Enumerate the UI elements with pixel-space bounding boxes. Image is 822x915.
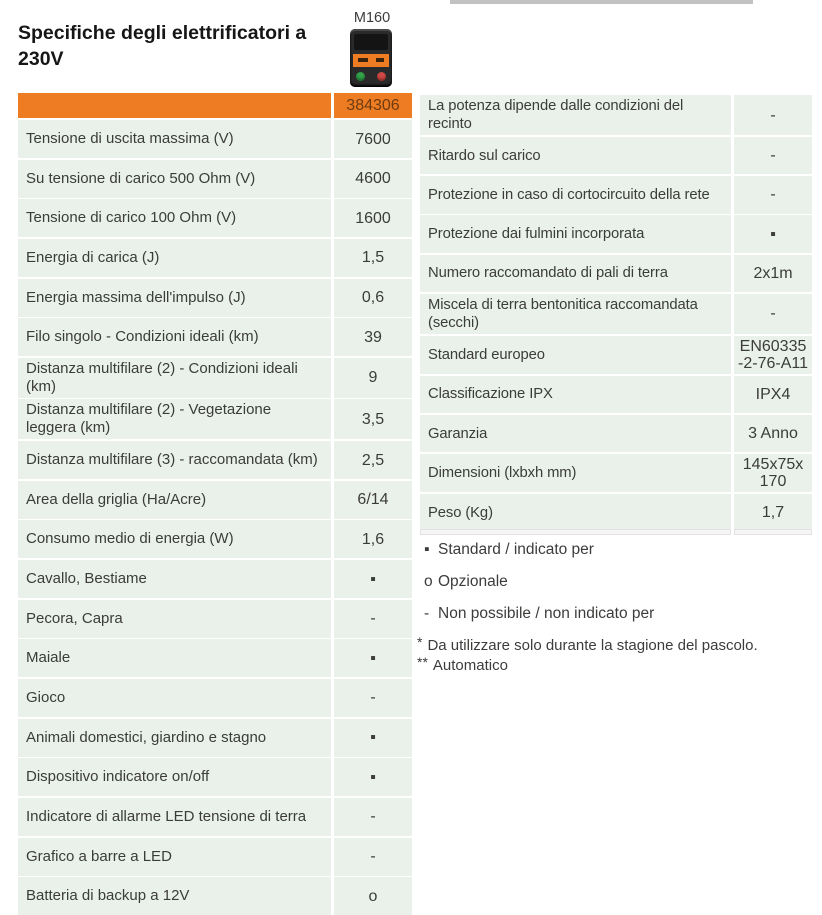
table-row: [420, 376, 812, 414]
row-label: Dispositivo indicatore on/off: [18, 758, 331, 796]
row-value: ▪: [334, 719, 412, 757]
row-label: Ritardo sul carico: [420, 137, 731, 175]
table-header-row: [18, 93, 412, 118]
page-title: Specifiche degli elettrificatori a 230V: [18, 22, 307, 70]
row-value: -: [334, 600, 412, 638]
legend-text: Opzionale: [438, 573, 508, 590]
device-band-dash: [358, 58, 368, 62]
row-label: Energia massima dell'impulso (J): [18, 279, 331, 317]
row-value: 2x1m: [734, 255, 812, 293]
row-label: Animali domestici, giardino e stagno: [18, 719, 331, 757]
row-value: -: [734, 176, 812, 214]
row-value: -: [334, 679, 412, 717]
legend-item: [417, 604, 817, 623]
row-label: Gioco: [18, 679, 331, 717]
row-label: Distanza multifilare (2) - Condizioni ideali (km): [18, 358, 331, 398]
row-value: 0,6: [334, 279, 412, 317]
model-label: M160: [353, 10, 391, 26]
table-row: [18, 877, 412, 915]
row-label: Tensione di carico 100 Ohm (V): [18, 199, 331, 237]
table-row: [18, 758, 412, 796]
table-row: [18, 441, 412, 479]
row-value: 3 Anno: [734, 415, 812, 453]
row-label: Area della griglia (Ha/Acre): [18, 481, 331, 519]
row-value: 7600: [334, 120, 412, 158]
row-label: Protezione dai fulmini incorporata: [420, 215, 731, 253]
table-row: [18, 719, 412, 757]
row-label: Cavallo, Bestiame: [18, 560, 331, 598]
row-value: ▪: [334, 560, 412, 598]
row-label: La potenza dipende dalle condizioni del recinto: [420, 95, 731, 135]
row-value: 1,6: [334, 520, 412, 558]
row-label: Peso (Kg): [420, 494, 731, 532]
row-label: Miscela di terra bentonitica raccomandata (secchi): [420, 294, 731, 334]
legend-symbol: o: [424, 573, 433, 590]
footnote: [417, 656, 817, 675]
row-value: ▪: [734, 215, 812, 253]
end-strip-value-cell: [734, 529, 812, 535]
table-row: [420, 294, 812, 334]
table-row: [18, 399, 412, 439]
row-label: Standard europeo: [420, 336, 731, 374]
table-row: [18, 600, 412, 638]
row-value: o: [334, 877, 412, 915]
table-row: [18, 481, 412, 519]
table-row: [420, 454, 812, 492]
table-header-label-cell: [18, 93, 331, 118]
row-value: 1600: [334, 199, 412, 237]
row-value: 6/14: [334, 481, 412, 519]
row-value: IPX4: [734, 376, 812, 414]
table-row: [18, 279, 412, 317]
row-value: ▪: [334, 758, 412, 796]
legend-text: Non possibile / non indicato per: [438, 605, 655, 622]
table-row: [18, 239, 412, 277]
row-label: Dimensioni (lxbxh mm): [420, 454, 731, 492]
table-row: [420, 255, 812, 293]
table-row: [18, 318, 412, 356]
footnote-symbol: *: [417, 634, 423, 650]
legend-footnotes: [417, 636, 817, 675]
legend-symbol: -: [424, 605, 430, 622]
row-label: Numero raccomandato di pali di terra: [420, 255, 731, 293]
legend-item: [417, 572, 817, 591]
table-row: [18, 679, 412, 717]
top-divider-bar: [450, 0, 753, 4]
row-label: Tensione di uscita massima (V): [18, 120, 331, 158]
row-label: Protezione in caso di cortocircuito della rete: [420, 176, 731, 214]
table-row: [18, 120, 412, 158]
device-band-dash: [376, 58, 384, 62]
legend-text: Standard / indicato per: [438, 541, 594, 558]
row-label: Filo singolo - Condizioni ideali (km): [18, 318, 331, 356]
legend: [417, 540, 817, 676]
legend-item: [417, 540, 817, 559]
footnote-symbol: **: [417, 654, 428, 670]
row-label: Consumo medio di energia (W): [18, 520, 331, 558]
row-value: 1,5: [334, 239, 412, 277]
row-value: -: [334, 798, 412, 836]
row-value: -: [734, 95, 812, 135]
footnote-text: Da utilizzare solo durante la stagione del pascolo.: [427, 637, 758, 654]
row-value: 3,5: [334, 399, 412, 439]
legend-symbol: ▪: [424, 541, 430, 558]
row-label: Energia di carica (J): [18, 239, 331, 277]
row-label: Indicatore di allarme LED tensione di terra: [18, 798, 331, 836]
row-value: ▪: [334, 639, 412, 677]
table-row: [420, 494, 812, 532]
row-value: EN60335 -2-76-A11: [734, 336, 812, 374]
device-orange-band: [353, 54, 389, 67]
row-value: -: [734, 137, 812, 175]
table-row: [18, 520, 412, 558]
device-screen: [354, 34, 388, 50]
table-row: [18, 798, 412, 836]
table-row: [420, 215, 812, 253]
table-row: [18, 199, 412, 237]
row-label: Maiale: [18, 639, 331, 677]
sku-cell: 384306: [334, 93, 412, 118]
table-row: [420, 137, 812, 175]
row-label: Distanza multifilare (3) - raccomandata (km): [18, 441, 331, 479]
row-label: Distanza multifilare (2) - Vegetazione leggera (km): [18, 399, 331, 439]
row-value: 145x75x 170: [734, 454, 812, 492]
row-label: Classificazione IPX: [420, 376, 731, 414]
end-strip-label-cell: [420, 529, 731, 535]
legend-items: [417, 540, 817, 623]
row-value: 1,7: [734, 494, 812, 532]
footnote: [417, 636, 817, 655]
table-row: [420, 176, 812, 214]
row-value: -: [734, 294, 812, 334]
table-row: [420, 415, 812, 453]
device-red-button-icon: [377, 72, 386, 81]
spec-table-left: [18, 120, 412, 915]
row-value: 9: [334, 358, 412, 398]
footnote-text: Automatico: [432, 657, 508, 674]
row-label: Pecora, Capra: [18, 600, 331, 638]
energizer-device-icon: [350, 29, 392, 87]
table-row: [18, 358, 412, 398]
table-row: [18, 639, 412, 677]
device-green-button-icon: [356, 72, 365, 81]
row-value: -: [334, 838, 412, 876]
table-row: [420, 336, 812, 374]
row-value: 4600: [334, 160, 412, 198]
row-value: 2,5: [334, 441, 412, 479]
row-label: Batteria di backup a 12V: [18, 877, 331, 915]
table-row: [420, 95, 812, 135]
table-row: [18, 838, 412, 876]
row-label: Garanzia: [420, 415, 731, 453]
right-table-end-strip: [420, 529, 812, 535]
row-label: Grafico a barre a LED: [18, 838, 331, 876]
row-value: 39: [334, 318, 412, 356]
spec-table-right: [420, 95, 812, 531]
table-row: [18, 160, 412, 198]
table-row: [18, 560, 412, 598]
row-label: Su tensione di carico 500 Ohm (V): [18, 160, 331, 198]
